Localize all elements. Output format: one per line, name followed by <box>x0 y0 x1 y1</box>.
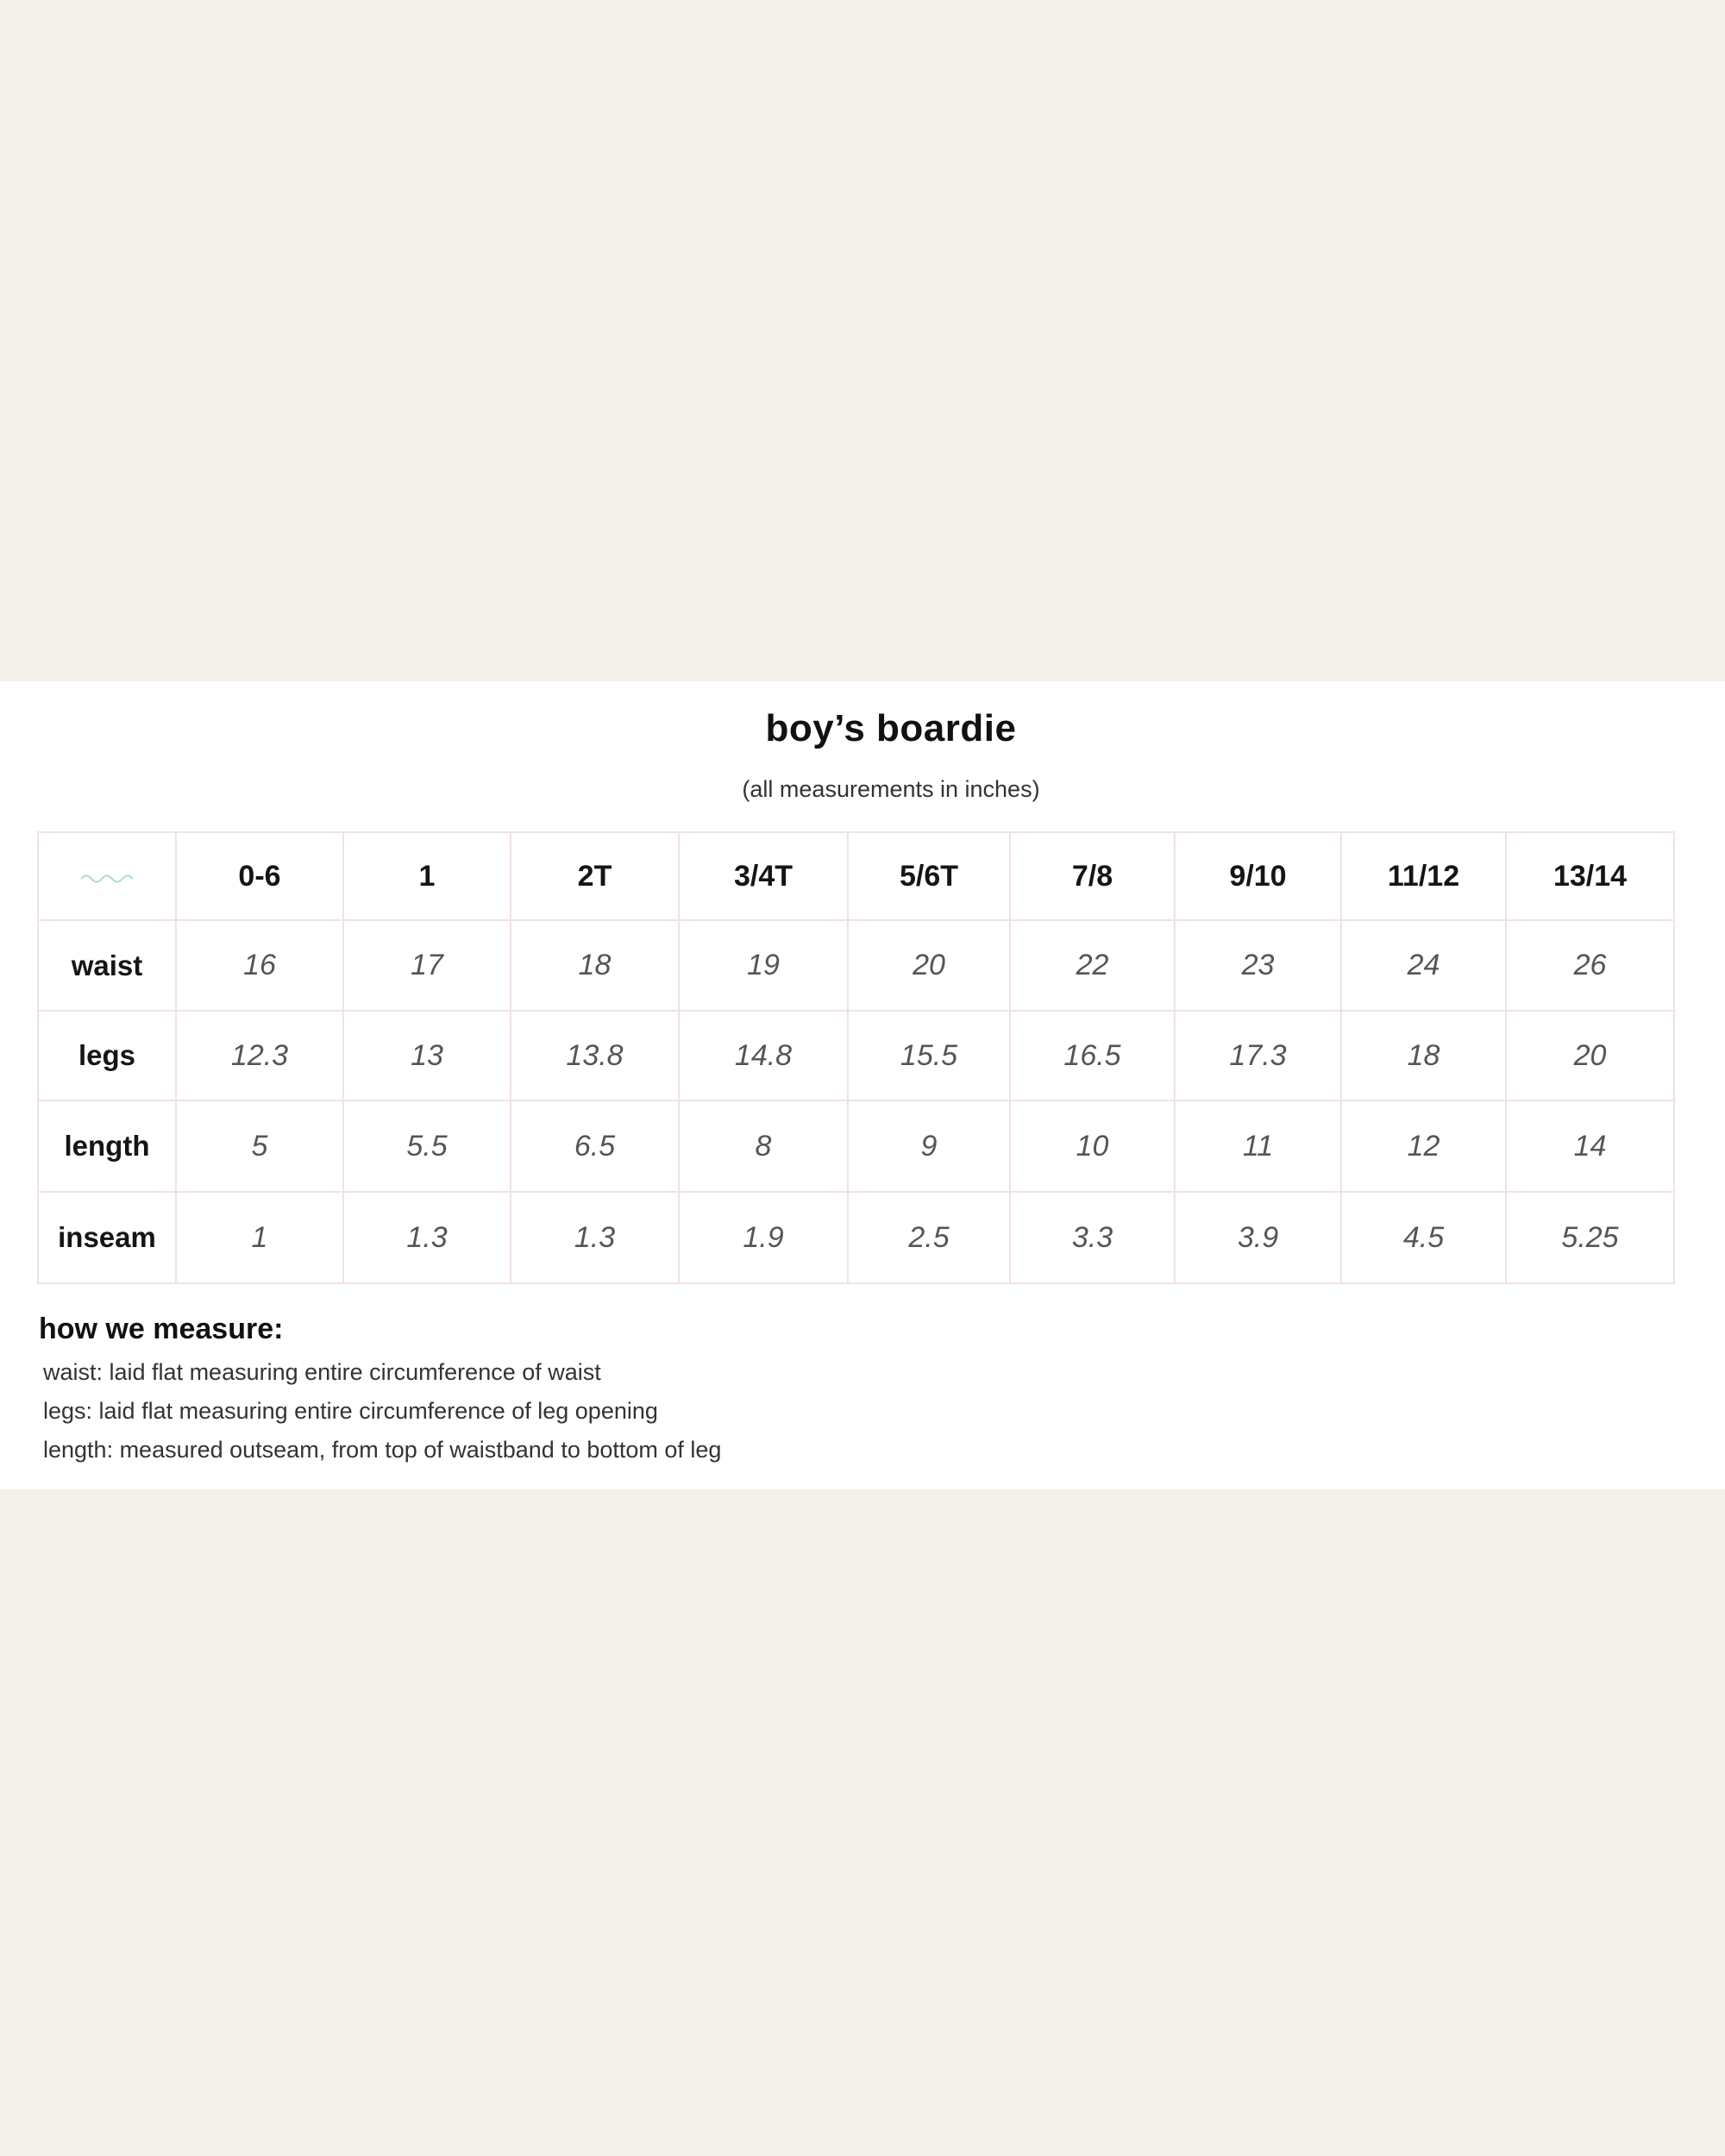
size-header: 3/4T <box>679 832 848 920</box>
table-cell: 15.5 <box>848 1011 1010 1100</box>
table-cell: 13 <box>343 1011 511 1100</box>
table-row-legs <box>38 1011 1674 1100</box>
table-cell: 26 <box>1506 920 1674 1011</box>
measure-note-length: length: measured outseam, from top of waistband to bottom of leg <box>43 1437 722 1463</box>
header-row <box>38 832 1674 920</box>
table-cell: 5 <box>176 1100 343 1192</box>
table-row-inseam <box>38 1192 1674 1283</box>
table-cell: 2.5 <box>848 1192 1010 1283</box>
table-cell: 17.3 <box>1175 1011 1341 1100</box>
table-cell: 17 <box>343 920 511 1011</box>
table-cell: 1.3 <box>343 1192 511 1283</box>
table-cell: 5.25 <box>1506 1192 1674 1283</box>
table-cell: 24 <box>1341 920 1506 1011</box>
size-header: 1 <box>343 832 511 920</box>
table-cell: 20 <box>848 920 1010 1011</box>
table-row-waist <box>38 920 1674 1011</box>
table-cell: 14.8 <box>679 1011 848 1100</box>
table-cell: 3.9 <box>1175 1192 1341 1283</box>
table-cell: 12 <box>1341 1100 1506 1192</box>
table-cell: 8 <box>679 1100 848 1192</box>
size-header: 0-6 <box>176 832 343 920</box>
size-header: 11/12 <box>1341 832 1506 920</box>
table-cell: 13.8 <box>511 1011 679 1100</box>
measure-note-legs: legs: laid flat measuring entire circumference of leg opening <box>43 1398 658 1424</box>
row-label: inseam <box>38 1192 176 1283</box>
table-cell: 18 <box>511 920 679 1011</box>
table-cell: 3.3 <box>1010 1192 1175 1283</box>
table-cell: 22 <box>1010 920 1175 1011</box>
table-cell: 1.9 <box>679 1192 848 1283</box>
corner-cell <box>38 832 176 920</box>
table-cell: 12.3 <box>176 1011 343 1100</box>
table-cell: 4.5 <box>1341 1192 1506 1283</box>
table-cell: 10 <box>1010 1100 1175 1192</box>
table-cell: 9 <box>848 1100 1010 1192</box>
table-cell: 1.3 <box>511 1192 679 1283</box>
table-row-length <box>38 1100 1674 1192</box>
table-cell: 16 <box>176 920 343 1011</box>
row-label: length <box>38 1100 176 1192</box>
measure-note-waist: waist: laid flat measuring entire circumference of waist <box>43 1359 601 1385</box>
page-title: boy’s boardie <box>765 707 1017 749</box>
size-header: 13/14 <box>1506 832 1674 920</box>
table-cell: 6.5 <box>511 1100 679 1192</box>
row-label: legs <box>38 1011 176 1100</box>
table-cell: 23 <box>1175 920 1341 1011</box>
size-header: 2T <box>511 832 679 920</box>
size-header: 7/8 <box>1010 832 1175 920</box>
row-label: waist <box>38 920 176 1011</box>
table-cell: 5.5 <box>343 1100 511 1192</box>
wave-icon <box>79 868 135 886</box>
how-we-measure-heading: how we measure: <box>39 1313 284 1345</box>
size-header: 9/10 <box>1175 832 1341 920</box>
table-cell: 18 <box>1341 1011 1506 1100</box>
table-cell: 14 <box>1506 1100 1674 1192</box>
size-table <box>37 831 1675 1284</box>
table-cell: 19 <box>679 920 848 1011</box>
table-cell: 11 <box>1175 1100 1341 1192</box>
table-cell: 20 <box>1506 1011 1674 1100</box>
table-cell: 16.5 <box>1010 1011 1175 1100</box>
page-subtitle: (all measurements in inches) <box>742 776 1040 802</box>
size-header: 5/6T <box>848 832 1010 920</box>
table-cell: 1 <box>176 1192 343 1283</box>
